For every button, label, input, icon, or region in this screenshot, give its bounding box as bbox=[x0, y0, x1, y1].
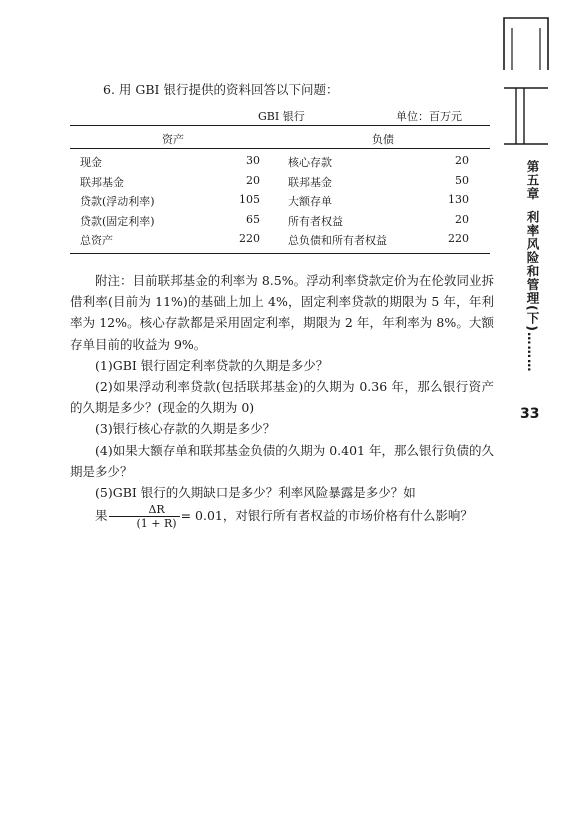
page-number: 33 bbox=[520, 406, 540, 422]
liability-label: 核心存款 bbox=[288, 156, 332, 169]
asset-value: 220 bbox=[239, 232, 260, 246]
table-bank-name: GBI 银行 bbox=[258, 110, 305, 123]
liability-label: 联邦基金 bbox=[288, 175, 332, 189]
table-row bbox=[70, 211, 490, 231]
asset-label: 贷款(浮动利率) bbox=[80, 195, 155, 209]
asset-label: 联邦基金 bbox=[80, 175, 124, 189]
asset-value: 20 bbox=[246, 173, 260, 187]
running-chapter-title bbox=[522, 160, 542, 372]
sub-question-2: (2)如果浮动利率贷款(包括联邦基金)的久期为 0.36 年，那么银行资产的久期是多少？(现金的久期为 0) bbox=[70, 379, 494, 416]
thumb-tab-frame-top bbox=[498, 14, 552, 70]
table-bottom-rule bbox=[70, 253, 490, 254]
table-row bbox=[70, 172, 490, 192]
asset-label: 总资产 bbox=[80, 234, 113, 248]
table-row bbox=[70, 191, 490, 211]
formula-line bbox=[70, 503, 494, 530]
liability-label: 所有者权益 bbox=[288, 214, 343, 228]
table-row-total bbox=[70, 230, 490, 250]
formula-numerator: ΔR bbox=[109, 503, 180, 517]
question-body bbox=[70, 270, 494, 530]
liability-value: 50 bbox=[455, 173, 469, 187]
sub-question-1: (1)GBI 银行固定利率贷款的久期是多少？ bbox=[95, 357, 329, 373]
sub-question-5: (5)GBI 银行的久期缺口是多少？利率风险暴露是多少？如 bbox=[95, 485, 416, 501]
liability-value: 20 bbox=[455, 154, 469, 167]
sub-question-4: (4)如果大额存单和联邦基金负债的久期为 0.401 年，那么银行负债的久期是多少？ bbox=[70, 442, 494, 479]
liabilities-header: 负债 bbox=[372, 133, 394, 146]
leader-dots: ……… bbox=[525, 331, 540, 373]
table-row bbox=[70, 152, 490, 172]
assets-header: 资产 bbox=[162, 133, 184, 146]
note-paragraph: 附注：目前联邦基金的利率为 8.5%。浮动利率贷款定价为在伦敦同业拆借利率(目前为 11%)的基础上加上 4%，固定利率贷款的期限为 5 年，年利率为 12%。核心存款都是采用固定利率，期限为 2 年，年利率为 8%。大额存单目前的收益为 9%。 bbox=[70, 273, 494, 352]
asset-value: 65 bbox=[246, 212, 260, 226]
chapter-number: 第五章 bbox=[525, 160, 540, 201]
sub-question-3: (3)银行核心存款的久期是多少？ bbox=[95, 421, 276, 437]
formula-denominator: (1 + R) bbox=[136, 517, 177, 531]
table-caption bbox=[70, 105, 490, 125]
formula-lead: 果 bbox=[95, 508, 108, 524]
liability-value: 220 bbox=[448, 232, 469, 246]
asset-value: 105 bbox=[239, 193, 260, 207]
liability-value: 130 bbox=[448, 193, 469, 207]
table-header-row bbox=[70, 126, 490, 148]
formula-fraction bbox=[109, 503, 180, 530]
asset-label: 贷款(固定利率) bbox=[80, 214, 155, 228]
question-heading: 6. 用 GBI 银行提供的资料回答以下问题： bbox=[103, 82, 339, 97]
asset-value: 30 bbox=[246, 154, 260, 167]
liability-value: 20 bbox=[455, 212, 469, 226]
thumb-tab-frame-middle bbox=[498, 78, 552, 150]
liability-label: 大额存单 bbox=[288, 195, 332, 209]
formula-tail: = 0.01，对银行所有者权益的市场价格有什么影响？ bbox=[180, 508, 473, 524]
asset-label: 现金 bbox=[80, 156, 102, 169]
liability-label: 总负债和所有者权益 bbox=[288, 234, 387, 248]
table-body bbox=[70, 149, 490, 253]
chapter-title: 利率风险和管理(下) bbox=[525, 210, 540, 332]
balance-sheet-table bbox=[70, 105, 490, 254]
table-unit: 单位：百万元 bbox=[396, 110, 462, 123]
